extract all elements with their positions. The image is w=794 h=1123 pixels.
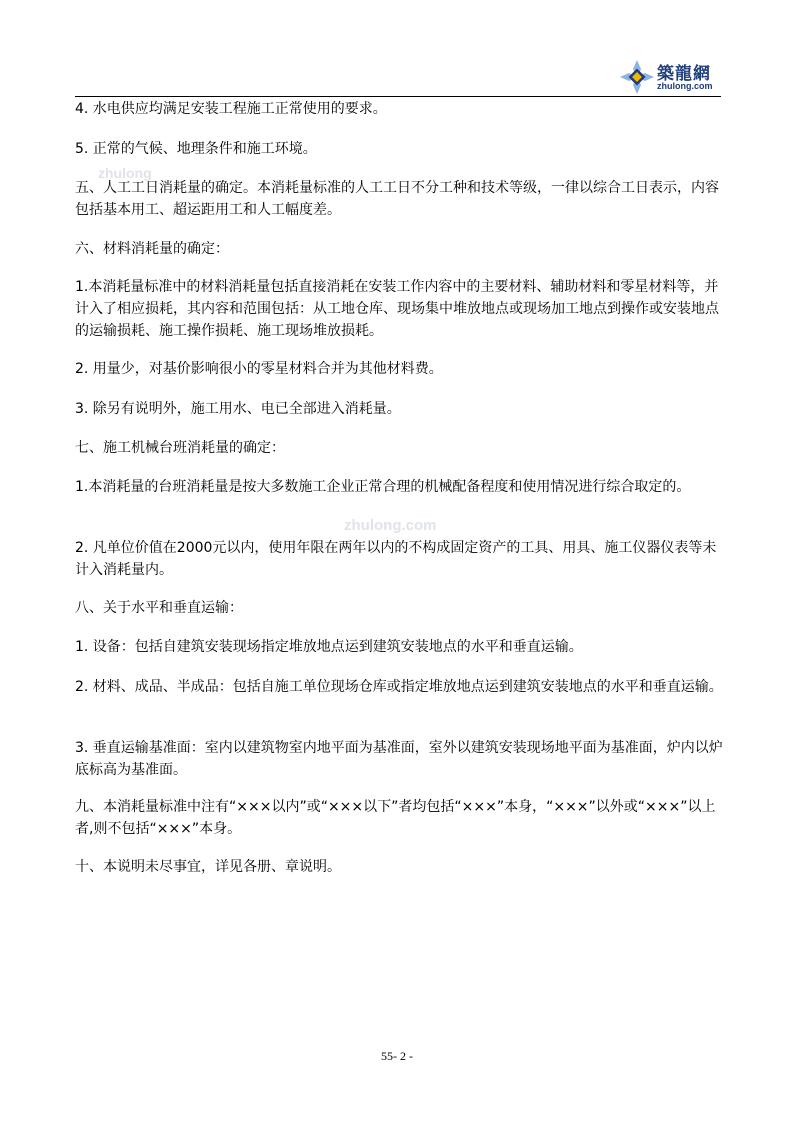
paragraph-8-3: 3. 垂直运输基准面：室内以建筑物室内地平面为基准面，室外以建筑安装现场地平面为基准面，炉内以炉底标高为基准面。 <box>75 740 723 778</box>
paragraph-section-9: 九、本消耗量标准中注有“×××以内”或“×××以下”者均包括“×××”本身，“×××”以外或“×××”以上者,则不包括“×××”本身。 <box>75 799 716 837</box>
zhulong-logo <box>617 57 727 97</box>
zhulong-logo-icon <box>617 57 657 97</box>
page-number: 55- 2 - <box>381 1049 413 1063</box>
watermark-center: zhulong.com <box>344 517 437 534</box>
paragraph-section-6-heading: 六、材料消耗量的确定： <box>75 241 229 257</box>
paragraph-6-1: 1.本消耗量标准中的材料消耗量包括直接消耗在安装工作内容中的主要材料、辅助材料和零星材料等，并计入了相应损耗，其内容和范围包括：从工地仓库、现场集中堆放地点或现场加工地点到操作或安装地点的运输损耗、施工操作损耗、施工现场堆放损耗。 <box>75 279 719 339</box>
paragraph-8-1: 1. 设备：包括自建筑安装现场指定堆放地点运到建筑安装地点的水平和垂直运输。 <box>75 639 583 655</box>
paragraph-8-2: 2. 材料、成品、半成品：包括自施工单位现场仓库或指定堆放地点运到建筑安装地点的水平和垂直运输。 <box>75 679 723 695</box>
paragraph-item-5: 5. 正常的气候、地理条件和施工环境。 <box>75 141 317 157</box>
paragraph-6-2: 2. 用量少，对基价影响很小的零星材料合并为其他材料费。 <box>75 361 443 377</box>
paragraph-section-5: 五、人工工日消耗量的确定。本消耗量标准的人工工日不分工种和技术等级，一律以综合工日表示，内容包括基本用工、超运距用工和人工幅度差。 <box>75 180 719 218</box>
logo-name: 築龍網 <box>657 64 711 84</box>
paragraph-section-7-heading: 七、施工机械台班消耗量的确定： <box>75 440 285 456</box>
logo-url: zhulong.com <box>657 81 713 91</box>
header-divider <box>75 96 721 97</box>
watermark-top: zhulong <box>98 165 152 181</box>
paragraph-7-1: 1.本消耗量的台班消耗量是按大多数施工企业正常合理的机械配备程度和使用情况进行综合取定的。 <box>75 479 691 495</box>
paragraph-7-2: 2. 凡单位价值在2000元以内，使用年限在两年以内的不构成固定资产的工具、用具、施工仪器仪表等未计入消耗量内。 <box>75 540 717 578</box>
paragraph-6-3: 3. 除另有说明外，施工用水、电已全部进入消耗量。 <box>75 401 401 417</box>
paragraph-item-4: 4. 水电供应均满足安装工程施工正常使用的要求。 <box>75 101 387 117</box>
paragraph-section-10: 十、本说明未尽事宜，详见各册、章说明。 <box>75 859 341 875</box>
paragraph-section-8-heading: 八、关于水平和垂直运输： <box>75 600 243 616</box>
